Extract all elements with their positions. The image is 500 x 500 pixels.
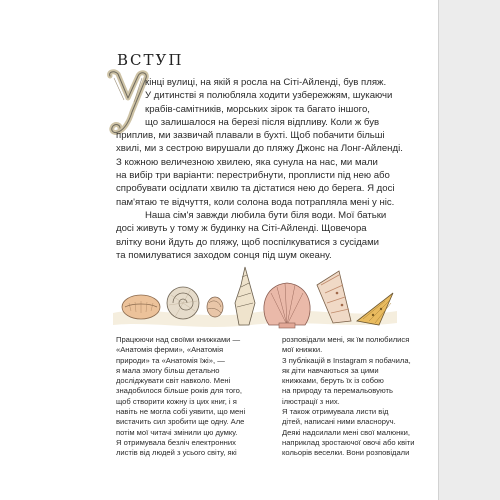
column-line: мої книжки. [282, 345, 323, 355]
seashells-illustration [111, 263, 399, 333]
column-line: дітей, написані ними власноруч. [282, 417, 396, 427]
column-line: Я також отримувала листи від [282, 407, 389, 417]
column-line: потім мої читачі змінили цю думку. [116, 427, 238, 437]
column-line: як діти навчаються за цими [282, 365, 379, 375]
column-line: розповідали мені, як їм полюбилися [282, 335, 410, 344]
page-edge-divider [438, 0, 439, 500]
column-line: ілюстрації з них. [282, 396, 340, 406]
column-line: навіть не могла собі уявити, що мені [116, 407, 246, 417]
cowrie-shell-icon [122, 295, 160, 319]
column-line: кольорів веселки. Вони розповідали [282, 448, 410, 458]
intro-paragraph-1 [116, 76, 420, 209]
intro-line: кінці вулиці, на якій я росла на Сіті-Айленді, був пляж. [145, 77, 387, 88]
column-line: Деякі надсилали мені свої малюнки, [282, 427, 410, 437]
page-edge [438, 0, 500, 500]
intro-line: пам'ятаю те відчуття, коли солона вода потрапляла мені у ніс. [116, 196, 395, 208]
column-line: «Анатомія ферми», «Анатомія [116, 345, 224, 355]
column-line: книжками, беруть їх із собою [282, 376, 384, 386]
column-line: наприклад зростаючої овочі або квіти [282, 437, 415, 447]
intro-line: досі живуть у тому ж будинку на Сіті-Айленді. Щовечора [116, 223, 367, 235]
left-column-text [116, 335, 266, 459]
section-heading: ВСТУП [117, 51, 184, 69]
intro-line: З кожною величезною хвилею, яка сунула на нас, ми мали [116, 156, 378, 168]
intro-paragraph-2 [116, 209, 420, 262]
column-line: природи» та «Анатомія їжі», — [116, 355, 225, 365]
column-line: на природу та перемальовують [282, 386, 393, 396]
intro-line: та помилуватися заходом сонця під шум океану. [116, 249, 332, 261]
column-line: вистачить сил зробити ще одну. Але [116, 417, 245, 427]
column-line: Я отримувала безліч електронних [116, 437, 236, 447]
intro-line: Наша сім'я завжди любила бути біля води. Мої батьки [145, 209, 387, 221]
intro-line: крабів-самітників, морських зірок та багато іншого, [145, 103, 370, 115]
intro-text [116, 76, 420, 262]
scallop-shell-icon [264, 283, 310, 328]
column-line: досліджувати світ навколо. Мені [116, 376, 231, 386]
intro-line: приплив, ми зазвичай плавали в бухті. Щоб побачити більші [116, 130, 385, 142]
intro-line: спробувати осідлати хвилю та дістатися нею до берега. Я досі [116, 183, 395, 195]
intro-line: влітку вони йдуть до пляжу, щоб поспілкуватися з сусідами [116, 236, 380, 248]
intro-line: що залишалося на березі після відпливу. Коли ж був [145, 116, 380, 128]
column-line: З публікацій в Instagram я побачила, [282, 355, 411, 365]
intro-line: хвилі, ми з сестрою вирушали до пляжу Джонс на Лонг-Айленді. [116, 143, 403, 155]
column-line: щоб створити кожну із цих книг, і я [116, 396, 237, 406]
intro-line: на вибір три варіанти: перестрибнути, проплисти під нею або [116, 170, 390, 182]
column-line: Працюючи над своїми книжками — [116, 335, 241, 344]
periwinkle-shell-icon [207, 297, 223, 317]
column-line: листів від людей з усього світу, які [116, 448, 237, 458]
column-line: знадобилося більше років для того, [116, 386, 242, 396]
right-column-text [282, 335, 428, 459]
column-line: я мала змогу більш детально [116, 365, 220, 375]
intro-line: У дитинстві я полюбляла ходити узбережжям, шукаючи [145, 90, 393, 102]
spiral-shell-icon [167, 287, 199, 319]
